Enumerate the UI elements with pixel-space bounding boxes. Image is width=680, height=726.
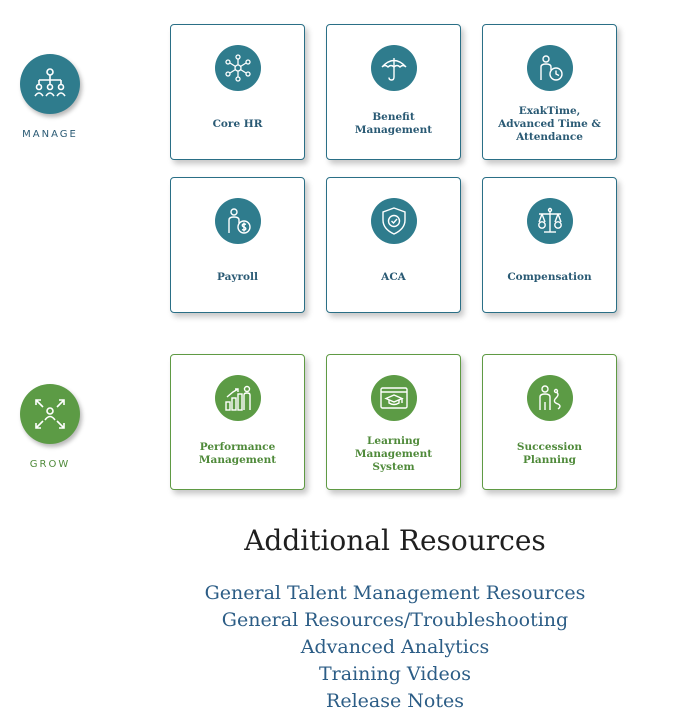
card-label: Payroll — [216, 270, 259, 283]
card-label: ExakTime, Advanced Time & Attendance — [498, 104, 601, 143]
grow-section-label: GROW — [29, 459, 71, 470]
graduation-screen-icon — [378, 382, 410, 414]
expand-arrows-icon — [30, 394, 70, 434]
card-label: Succession Planning — [516, 441, 583, 466]
grow-section-icon — [20, 384, 80, 444]
card-label: Benefit Management — [354, 111, 433, 136]
growth-chart-person-icon — [222, 382, 254, 414]
link-general-talent-management[interactable]: General Talent Management Resources — [204, 582, 586, 604]
card-label: Compensation — [507, 270, 592, 283]
scales-icon — [534, 205, 566, 237]
shield-check-icon — [378, 205, 410, 237]
card-compensation[interactable] — [482, 177, 617, 313]
card-learning-management-system[interactable] — [326, 354, 461, 490]
card-label: Core HR — [212, 117, 263, 130]
card-performance-management[interactable] — [170, 354, 305, 490]
link-advanced-analytics[interactable]: Advanced Analytics — [300, 636, 490, 658]
link-release-notes[interactable]: Release Notes — [326, 690, 464, 712]
card-label: ACA — [381, 270, 406, 283]
additional-resources-heading: Additional Resources — [244, 524, 546, 557]
card-payroll[interactable] — [170, 177, 305, 313]
additional-resources-links — [140, 580, 650, 715]
link-general-resources-troubleshooting[interactable]: General Resources/Troubleshooting — [221, 609, 569, 631]
manage-section-label: MANAGE — [22, 129, 78, 140]
card-succession-planning[interactable] — [482, 354, 617, 490]
card-label: Performance Management — [198, 441, 277, 466]
network-icon — [222, 52, 254, 84]
manage-section-icon — [20, 54, 80, 114]
org-chart-icon — [30, 64, 70, 104]
link-training-videos[interactable]: Training Videos — [319, 663, 471, 685]
person-path-icon — [534, 382, 566, 414]
card-label: Learning Management System — [354, 434, 433, 473]
card-exaktime[interactable] — [482, 24, 617, 160]
card-benefit-management[interactable] — [326, 24, 461, 160]
card-aca[interactable] — [326, 177, 461, 313]
card-core-hr[interactable] — [170, 24, 305, 160]
person-clock-icon — [534, 52, 566, 84]
person-dollar-icon — [222, 205, 254, 237]
umbrella-icon — [378, 52, 410, 84]
